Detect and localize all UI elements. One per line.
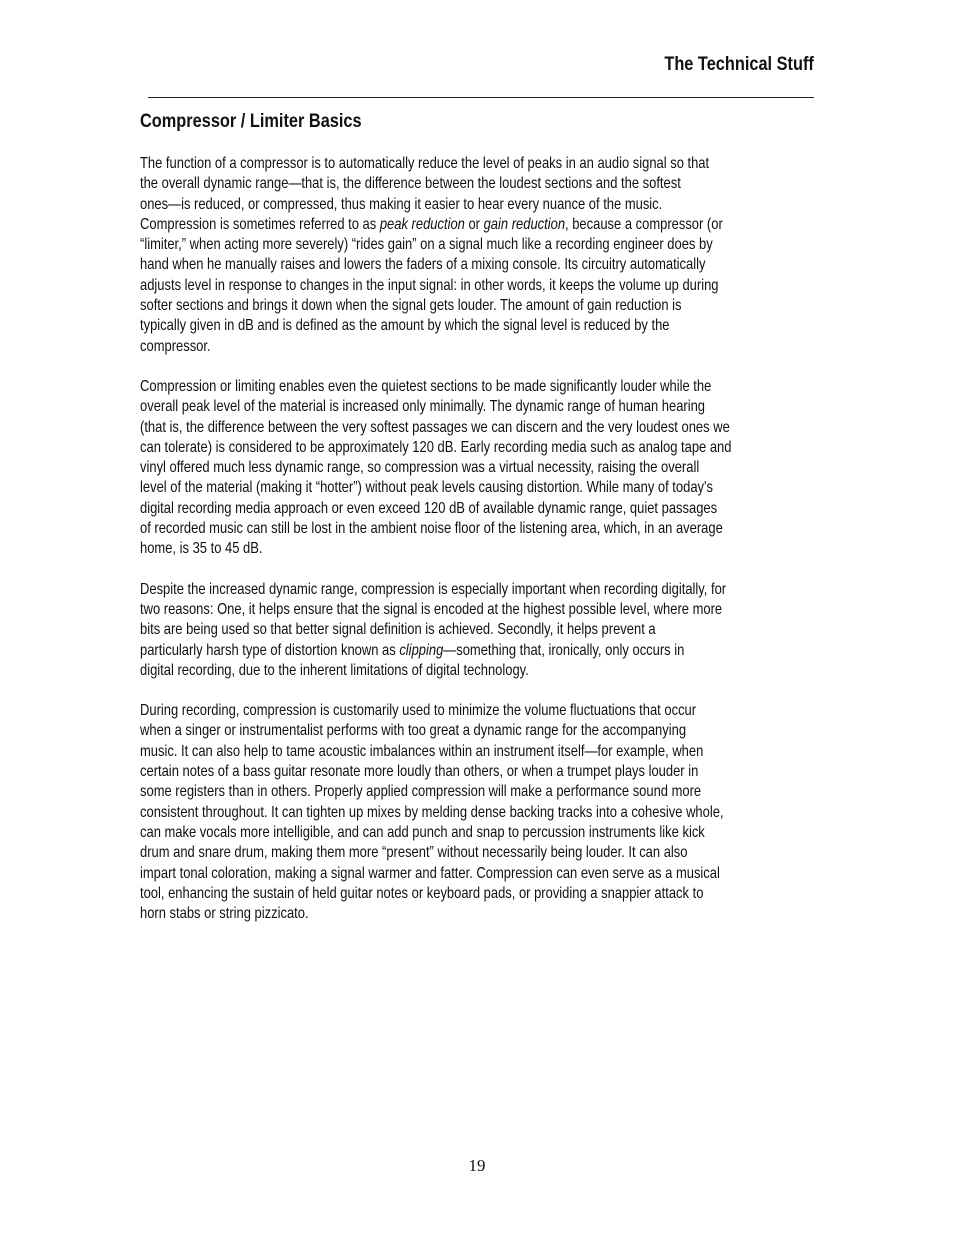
paragraph (140, 377, 814, 560)
italic-term: peak reduction (379, 215, 465, 233)
text-line: when a singer or instrumentalist performs with too great a dynamic range for the accompanying (140, 722, 687, 740)
text-line: “limiter,” when acting more severely) “rides gain” on a signal much like a recording engineer does by (140, 236, 713, 254)
section-heading: Compressor / Limiter Basics (140, 111, 362, 132)
text-line: drum and snare drum, making them more “present” without necessarily being louder. It can also (140, 844, 688, 862)
text-line: digital recording, due to the inherent limitations of digital technology. (140, 661, 529, 679)
text-line: consistent throughout. It can tighten up mixes by melding dense backing tracks into a cohesive whole, (140, 803, 724, 821)
text-line: Compression or limiting enables even the quietest sections to be made significantly louder while the (140, 377, 712, 395)
text-line: digital recording media approach or even exceed 120 dB of available dynamic range, quiet passages (140, 499, 718, 517)
text-line: home, is 35 to 45 dB. (140, 540, 263, 558)
text-line: softer sections and brings it down when the signal gets louder. The amount of gain reduction is (140, 297, 682, 315)
text-line: hand when he manually raises and lowers the faders of a mixing console. Its circuitry automatically (140, 256, 706, 274)
text-line: level of the material (making it “hotter”) without peak levels causing distortion. While many of today's (140, 479, 713, 497)
paragraph (140, 580, 814, 681)
text-line (140, 215, 723, 235)
text-line: certain notes of a bass guitar resonate more loudly than others, or when a trumpet plays louder in (140, 763, 699, 781)
italic-term: clipping (399, 641, 444, 659)
italic-term: gain reduction (483, 215, 566, 233)
paragraph (140, 154, 814, 357)
text-line: two reasons: One, it helps ensure that the signal is encoded at the highest possible level, where more (140, 600, 723, 618)
text-segment: —something that, ironically, only occurs in (443, 641, 685, 659)
text-line: Despite the increased dynamic range, compression is especially important when recording digitally, for (140, 580, 727, 598)
text-line: typically given in dB and is defined as the amount by which the signal level is reduced by the (140, 317, 670, 335)
text-segment: particularly harsh type of distortion known as (140, 641, 400, 659)
text-line: can make vocals more intelligible, and can add punch and snap to percussion instruments like kick (140, 823, 705, 841)
text-line: tool, enhancing the sustain of held guitar notes or keyboard pads, or providing a snappier attack to (140, 884, 704, 902)
text-line: can tolerate) is considered to be approximately 120 dB. Early recording media such as analog tape and (140, 438, 732, 456)
text-segment: Compression is sometimes referred to as (140, 215, 380, 233)
text-line: horn stabs or string pizzicato. (140, 905, 309, 923)
text-line (140, 641, 686, 661)
text-line: of recorded music can still be lost in the ambient noise floor of the listening area, which, in an average (140, 520, 723, 538)
body-text (140, 154, 814, 944)
text-line: adjusts level in response to changes in the input signal: in other words, it keeps the volume up during (140, 276, 719, 294)
page-number: 19 (468, 1156, 486, 1175)
text-line: overall peak level of the material is increased only minimally. The dynamic range of human hearing (140, 398, 706, 416)
running-header: The Technical Stuff (664, 54, 814, 75)
text-line: the overall dynamic range—that is, the difference between the loudest sections and the softest (140, 175, 681, 193)
text-segment: or (464, 215, 484, 233)
text-line: The function of a compressor is to automatically reduce the level of peaks in an audio signal so that (140, 155, 710, 172)
text-segment: , because a compressor (or (565, 215, 723, 233)
text-line: compressor. (140, 337, 211, 355)
text-line: bits are being used so that better signal definition is achieved. Secondly, it helps prevent a (140, 621, 656, 639)
text-line: vinyl offered much less dynamic range, so compression was a virtual necessity, raising the overall (140, 459, 700, 477)
text-line: some registers than in others. Properly applied compression will make a performance sound more (140, 783, 702, 801)
text-line: impart tonal coloration, making a signal warmer and fatter. Compression can even serve as a musical (140, 864, 720, 882)
text-line: ones—is reduced, or compressed, thus making it easier to hear every nuance of the music. (140, 195, 663, 213)
text-line: During recording, compression is customarily used to minimize the volume fluctuations that occur (140, 702, 697, 720)
header-rule (148, 97, 814, 98)
text-line: music. It can also help to tame acoustic imbalances within an instrument itself—for example, when (140, 742, 704, 760)
text-line: (that is, the difference between the very softest passages we can discern and the very loudest ones we (140, 418, 730, 436)
paragraph (140, 701, 814, 924)
